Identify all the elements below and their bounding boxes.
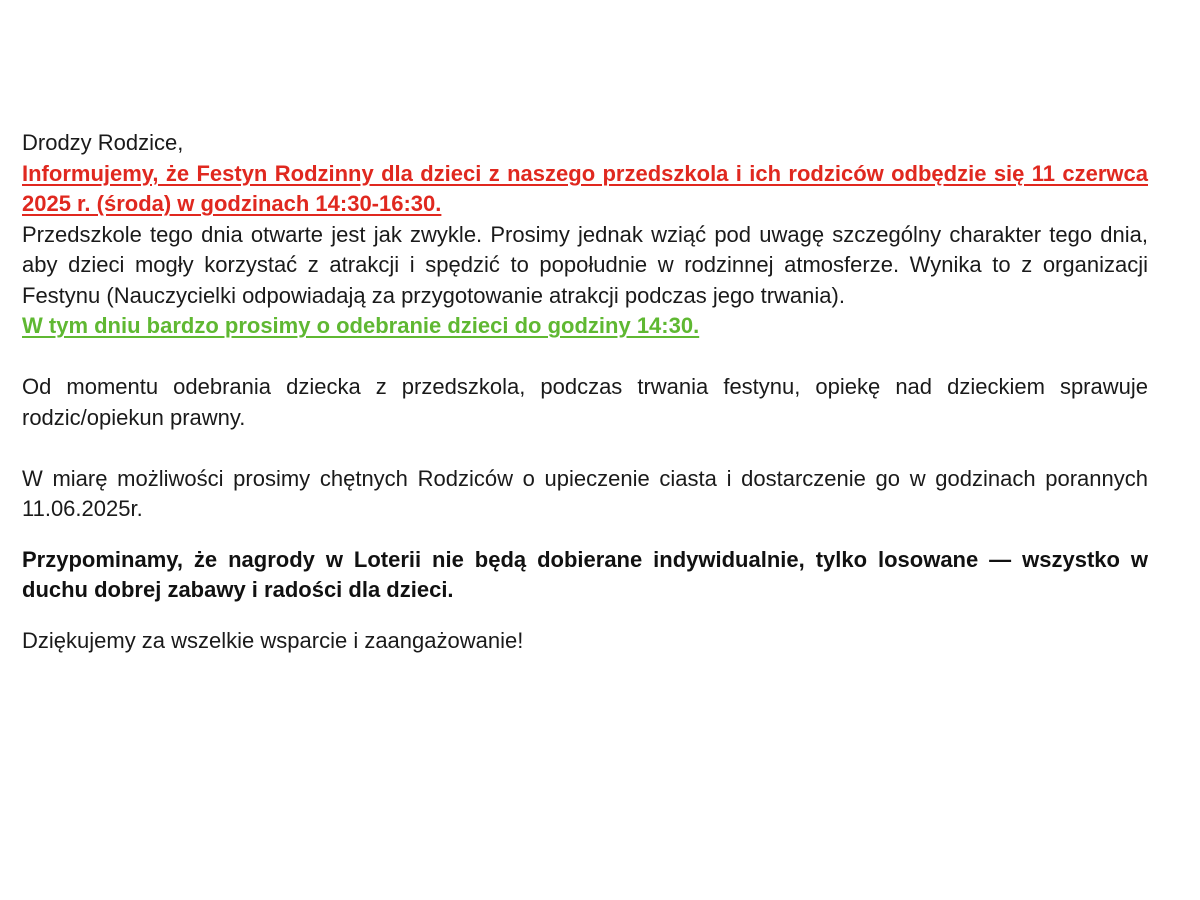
greeting: Drodzy Rodzice, — [22, 130, 184, 155]
festival-announcement: Informujemy, że Festyn Rodzinny dla dzieci z naszego przedszkola i ich rodziców odbędzie się 11 czerwca 2025 r. (środa) w godzinach 14:30-16:30. — [22, 160, 1148, 216]
pickup-request: W tym dniu bardzo prosimy o odebranie dzieci do godziny 14:30. — [22, 313, 700, 338]
thanks-note: Dziękujemy za wszelkie wsparcie i zaangażowanie! — [22, 627, 524, 653]
responsibility-note: Od momentu odebrania dziecka z przedszkola, podczas trwania festynu, opiekę nad dzieckiem sprawuje rodzic/opiekun prawny. — [22, 374, 1148, 430]
letter-body — [22, 128, 1148, 656]
cake-request: W miarę możliwości prosimy chętnych Rodziców o upieczenie ciasta i dostarczenie go w godzinach porannych 11.06.2025r. — [22, 465, 1148, 521]
opening-info: Przedszkole tego dnia otwarte jest jak zwykle. Prosimy jednak wziąć pod uwagę szczególny charakter tego dnia, aby dzieci mogły korzystać z atrakcji i spędzić to popołudnie w rodzinnej atmosferze. Wynika to z organizacji Festynu (Nauczycielki odpowiadają za przygotowanie atrakcji podczas jego trwania). — [22, 221, 1148, 308]
lottery-note: Przypominamy, że nagrody w Loterii nie będą dobierane indywidualnie, tylko losowane — wszystko w duchu dobrej zabawy i radości dla dzieci. — [22, 546, 1148, 602]
